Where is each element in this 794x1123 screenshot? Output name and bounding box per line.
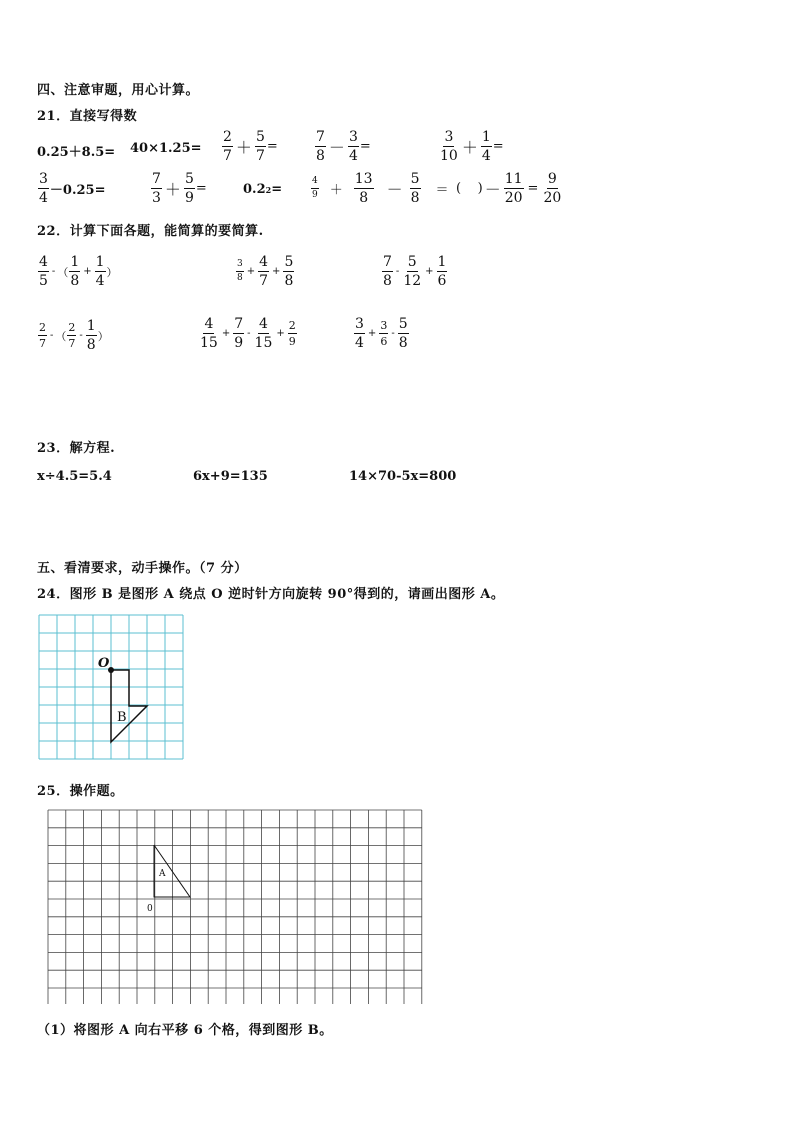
fraction: $\frac{1}{4}$: [481, 129, 491, 164]
fraction: $\frac{11}{20}$: [504, 171, 523, 206]
fraction: $\frac{9}{20}$: [543, 171, 562, 206]
q22-p4: $\frac{2}{7}$ - （ $\frac{2}{7}$ - $\frac{1}{8}$ ）: [39, 318, 109, 353]
fraction: $\frac{1}{4}$: [95, 254, 105, 289]
q24-title: 24．图形 B 是图形 A 绕点 O 逆时针方向旋转 90°得到的，请画出图形 A。: [37, 587, 505, 602]
fraction: $\frac{7}{9}$: [234, 316, 244, 351]
q21-title: 21．直接写得数: [37, 109, 138, 124]
q22-p1: $\frac{4}{5}$ - （ $\frac{1}{8}$ + $\frac{1}{4}$ ）: [39, 254, 118, 289]
fraction: $\frac{1}{8}$: [86, 318, 96, 353]
fraction: $\frac{1}{6}$: [437, 254, 447, 289]
q25-title: 25．操作题。: [37, 784, 124, 799]
q21-r1-e5: $\frac{3}{10}$ ＋ $\frac{1}{4}$ =: [440, 129, 504, 164]
point-zero-label: 0: [147, 904, 153, 914]
fraction: $\frac{2}{7}$: [223, 129, 232, 164]
q25-instruction: （1）将图形 A 向右平移 6 个格，得到图形 B。: [37, 1023, 333, 1038]
fraction: $\frac{5}{12}$: [403, 254, 422, 289]
fraction: $\frac{4}{7}$: [259, 254, 269, 289]
fraction: $\frac{2}{9}$: [288, 319, 296, 348]
q23-eq2: 6x+9=135: [193, 469, 268, 484]
q25-grid-figure[interactable]: [46, 808, 426, 1004]
shape-b-label: B: [117, 710, 127, 725]
fraction: $\frac{5}{9}$: [184, 171, 194, 206]
q21-r2-e1: $\frac{3}{4}$ －0.25=: [39, 171, 106, 206]
fraction: $\frac{5}{8}$: [410, 171, 420, 206]
fraction: $\frac{3}{4}$: [348, 129, 358, 164]
q21-r1-e4: $\frac{7}{8}$ － $\frac{3}{4}$ =: [316, 129, 371, 164]
shape-a-label: A: [159, 869, 166, 879]
fraction: $\frac{4}{15}$: [254, 316, 273, 351]
fraction: $\frac{1}{8}$: [70, 254, 80, 289]
point-o-label: O: [98, 656, 110, 671]
q22-p5: $\frac{4}{15}$ + $\frac{7}{9}$ - $\frac{4}{15}$ + $\frac{2}{9}$: [200, 316, 296, 351]
fraction: $\frac{2}{7}$: [68, 321, 76, 350]
section5-title: 五、看清要求，动手操作。（7 分）: [37, 561, 248, 576]
fraction: $\frac{3}{10}$: [440, 129, 458, 164]
fraction: $\frac{13}{8}$: [354, 171, 373, 206]
q22-p3: $\frac{7}{8}$ - $\frac{5}{12}$ + $\frac{1}{6}$: [383, 254, 447, 289]
q23-title: 23．解方程.: [37, 441, 116, 456]
fraction: $\frac{4}{9}$: [312, 176, 318, 200]
fraction: $\frac{3}{4}$: [355, 316, 364, 351]
q21-r2-e5: ( ) － $\frac{11}{20}$ = $\frac{9}{20}$: [456, 171, 562, 206]
fraction: $\frac{3}{6}$: [380, 319, 388, 348]
q21-r1-e2: 40×1.25=: [130, 141, 202, 156]
q22-title: 22．计算下面各题，能简算的要简算.: [37, 224, 264, 239]
fraction: $\frac{7}{3}$: [152, 171, 161, 206]
q23-eq3: 14×70-5x=800: [349, 469, 457, 484]
q23-eq1: x÷4.5=5.4: [37, 469, 112, 484]
q21-r2-e3: 0.2 2 =: [243, 182, 283, 197]
fraction: $\frac{3}{4}$: [39, 171, 48, 206]
section4-title: 四、注意审题，用心计算。: [37, 83, 200, 98]
fraction: $\frac{4}{5}$: [39, 254, 48, 289]
q21-r2-e2: $\frac{7}{3}$ ＋ $\frac{5}{9}$ =: [152, 171, 207, 206]
fraction: $\frac{5}{8}$: [398, 316, 408, 351]
q24-grid-figure[interactable]: [36, 612, 190, 766]
q22-p2: $\frac{3}{8}$ + $\frac{4}{7}$ + $\frac{5}{8}$: [237, 254, 294, 289]
fraction: $\frac{3}{8}$: [237, 259, 243, 283]
q25-grid-lines: [48, 810, 422, 1004]
fraction: $\frac{7}{8}$: [383, 254, 392, 289]
q21-r1-e1: 0.25＋8.5=: [37, 145, 116, 160]
q21-r2-e4: $\frac{4}{9}$ ＋ $\frac{13}{8}$ － $\frac{5}{8}$ ＝: [312, 171, 449, 206]
fraction: $\frac{7}{8}$: [316, 129, 325, 164]
fraction: $\frac{4}{15}$: [200, 316, 218, 351]
q21-r1-e3: $\frac{2}{7}$ ＋ $\frac{5}{7}$ =: [223, 129, 278, 164]
fraction: $\frac{5}{8}$: [284, 254, 294, 289]
fraction: $\frac{5}{7}$: [255, 129, 265, 164]
q22-p6: $\frac{3}{4}$ + $\frac{3}{6}$ - $\frac{5}{8}$: [355, 316, 408, 351]
fraction: $\frac{2}{7}$: [39, 321, 46, 350]
